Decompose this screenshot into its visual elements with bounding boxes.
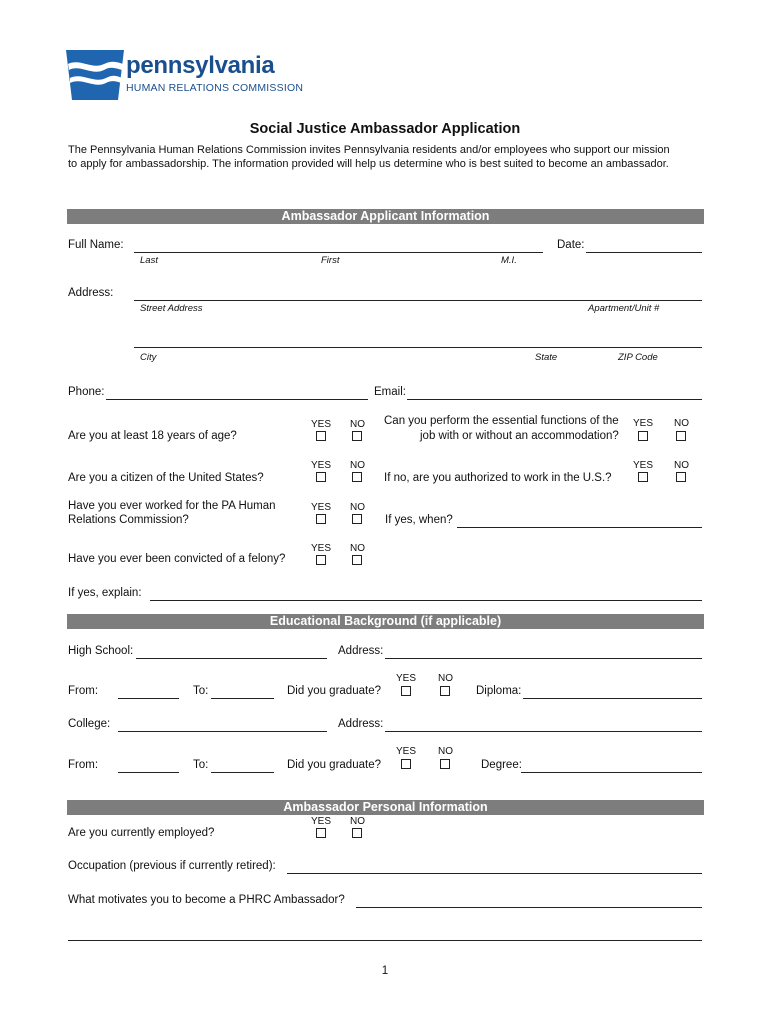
yes-label: YES bbox=[311, 419, 332, 430]
felony-no-checkbox[interactable] bbox=[352, 555, 362, 565]
city-sublabel: City bbox=[140, 352, 157, 363]
apt-sublabel: Apartment/Unit # bbox=[588, 303, 660, 314]
authorized-no-checkbox[interactable] bbox=[676, 472, 686, 482]
college-address-field[interactable] bbox=[385, 731, 702, 732]
motivation-field[interactable] bbox=[356, 907, 702, 908]
college-label: College: bbox=[68, 718, 111, 730]
high-school-field[interactable] bbox=[136, 658, 327, 659]
state-sublabel: State bbox=[535, 352, 558, 363]
hs-address-label: Address: bbox=[338, 645, 384, 657]
last-sublabel: Last bbox=[140, 255, 158, 266]
age-no-checkbox[interactable] bbox=[352, 431, 362, 441]
yes-label: YES bbox=[311, 816, 332, 827]
hs-from-label: From: bbox=[68, 685, 99, 697]
page-number: 1 bbox=[381, 965, 389, 977]
employed-question: Are you currently employed? bbox=[68, 827, 215, 839]
hs-to-field[interactable] bbox=[211, 698, 274, 699]
college-to-label: To: bbox=[193, 759, 209, 771]
employed-yes-checkbox[interactable] bbox=[316, 828, 326, 838]
college-graduate-label: Did you graduate? bbox=[287, 759, 381, 771]
occupation-field[interactable] bbox=[287, 873, 702, 874]
hs-to-label: To: bbox=[193, 685, 209, 697]
zip-sublabel: ZIP Code bbox=[618, 352, 658, 363]
first-sublabel: First bbox=[321, 255, 340, 266]
authorized-question: If no, are you authorized to work in the U.S.? bbox=[384, 472, 612, 484]
essential-question-line-1: Can you perform the essential functions of the bbox=[384, 415, 619, 427]
logo-subtitle: HUMAN RELATIONS COMMISSION bbox=[126, 82, 304, 94]
section-applicant-header: Ambassador Applicant Information bbox=[67, 209, 704, 224]
intro-line-2: to apply for ambassadorship. The information provided will help us determine who is best suited to become an ambassador. bbox=[68, 158, 669, 170]
authorized-yes-checkbox[interactable] bbox=[638, 472, 648, 482]
hs-from-field[interactable] bbox=[118, 698, 179, 699]
college-address-label: Address: bbox=[338, 718, 384, 730]
email-field[interactable] bbox=[407, 399, 702, 400]
high-school-label: High School: bbox=[68, 645, 134, 657]
diploma-label: Diploma: bbox=[476, 685, 522, 697]
felony-question: Have you ever been convicted of a felony? bbox=[68, 553, 286, 565]
yes-label: YES bbox=[396, 673, 417, 684]
age-question: Are you at least 18 years of age? bbox=[68, 430, 237, 442]
college-graduate-no-checkbox[interactable] bbox=[440, 759, 450, 769]
motivation-label: What motivates you to become a PHRC Ambassador? bbox=[68, 894, 345, 906]
college-to-field[interactable] bbox=[211, 772, 274, 773]
citizen-no-checkbox[interactable] bbox=[352, 472, 362, 482]
explain-field[interactable] bbox=[150, 600, 702, 601]
hs-graduate-yes-checkbox[interactable] bbox=[401, 686, 411, 696]
essential-question-line-2: job with or without an accommodation? bbox=[420, 430, 619, 442]
citizen-yes-checkbox[interactable] bbox=[316, 472, 326, 482]
keystone-icon bbox=[66, 48, 124, 102]
no-label: NO bbox=[674, 460, 689, 471]
college-field[interactable] bbox=[118, 731, 327, 732]
degree-field[interactable] bbox=[521, 772, 702, 773]
yes-label: YES bbox=[311, 543, 332, 554]
logo-name: pennsylvania bbox=[126, 52, 275, 79]
worked-no-checkbox[interactable] bbox=[352, 514, 362, 524]
motivation-field-line-2[interactable] bbox=[68, 940, 702, 941]
no-label: NO bbox=[350, 816, 365, 827]
hs-graduate-no-checkbox[interactable] bbox=[440, 686, 450, 696]
yes-label: YES bbox=[633, 460, 654, 471]
full-name-label: Full Name: bbox=[68, 239, 124, 251]
section-personal-header: Ambassador Personal Information bbox=[67, 800, 704, 815]
when-field[interactable] bbox=[457, 527, 702, 528]
no-label: NO bbox=[438, 746, 453, 757]
worked-question-line-2: Relations Commission? bbox=[68, 514, 189, 526]
citizen-question: Are you a citizen of the United States? bbox=[68, 472, 264, 484]
worked-yes-checkbox[interactable] bbox=[316, 514, 326, 524]
essential-no-checkbox[interactable] bbox=[676, 431, 686, 441]
hs-address-field[interactable] bbox=[385, 658, 702, 659]
logo bbox=[66, 48, 326, 102]
no-label: NO bbox=[350, 543, 365, 554]
diploma-field[interactable] bbox=[523, 698, 702, 699]
no-label: NO bbox=[350, 460, 365, 471]
yes-label: YES bbox=[633, 418, 654, 429]
intro-line-1: The Pennsylvania Human Relations Commission invites Pennsylvania residents and/or employees who support our mission bbox=[68, 144, 670, 156]
phone-field[interactable] bbox=[106, 399, 368, 400]
hs-graduate-label: Did you graduate? bbox=[287, 685, 381, 697]
phone-label: Phone: bbox=[68, 386, 105, 398]
date-label: Date: bbox=[557, 239, 585, 251]
yes-label: YES bbox=[396, 746, 417, 757]
yes-label: YES bbox=[311, 460, 332, 471]
mi-sublabel: M.I. bbox=[501, 255, 517, 266]
date-field[interactable] bbox=[586, 252, 702, 253]
no-label: NO bbox=[438, 673, 453, 684]
essential-yes-checkbox[interactable] bbox=[638, 431, 648, 441]
college-from-field[interactable] bbox=[118, 772, 179, 773]
address-label: Address: bbox=[68, 287, 114, 299]
age-yes-checkbox[interactable] bbox=[316, 431, 326, 441]
college-from-label: From: bbox=[68, 759, 99, 771]
felony-yes-checkbox[interactable] bbox=[316, 555, 326, 565]
worked-question-line-1: Have you ever worked for the PA Human bbox=[68, 500, 276, 512]
city-state-zip-field[interactable] bbox=[134, 347, 702, 348]
section-education-header: Educational Background (if applicable) bbox=[67, 614, 704, 629]
full-name-field[interactable] bbox=[134, 252, 543, 253]
no-label: NO bbox=[674, 418, 689, 429]
employed-no-checkbox[interactable] bbox=[352, 828, 362, 838]
street-sublabel: Street Address bbox=[140, 303, 203, 314]
degree-label: Degree: bbox=[481, 759, 522, 771]
when-label: If yes, when? bbox=[385, 514, 453, 526]
occupation-label: Occupation (previous if currently retired): bbox=[68, 860, 276, 872]
no-label: NO bbox=[350, 419, 365, 430]
email-label: Email: bbox=[374, 386, 406, 398]
no-label: NO bbox=[350, 502, 365, 513]
explain-label: If yes, explain: bbox=[68, 587, 142, 599]
yes-label: YES bbox=[311, 502, 332, 513]
college-graduate-yes-checkbox[interactable] bbox=[401, 759, 411, 769]
page-title: Social Justice Ambassador Application bbox=[249, 121, 521, 137]
street-address-field[interactable] bbox=[134, 300, 702, 301]
